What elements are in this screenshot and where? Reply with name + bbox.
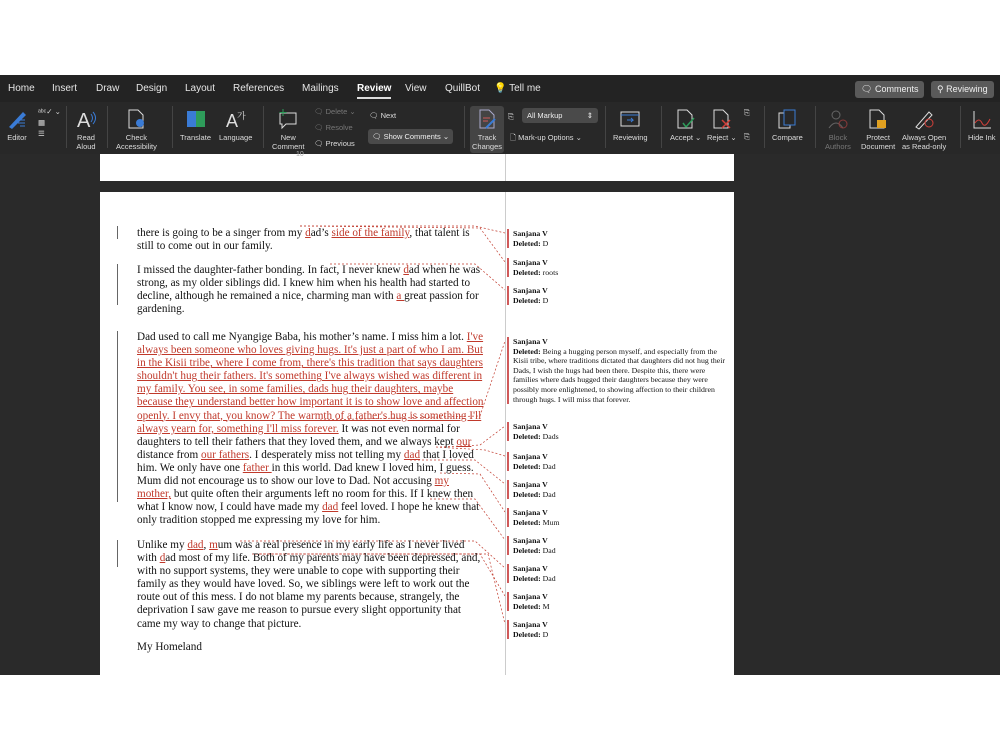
display-for-review-icon: ⎘ — [508, 112, 514, 121]
changes-label: Changes — [472, 142, 503, 151]
text-run: route out of this mess. I do not blame my parents because, strangely, the — [137, 591, 460, 604]
text-line — [137, 227, 470, 240]
balloon-label: Deleted: — [513, 629, 541, 639]
spelling-tools[interactable] — [38, 106, 61, 139]
text-run: Unlike my — [137, 539, 188, 551]
text-run: still to come out in our family. — [137, 240, 273, 253]
tracked-insertion: my family. You see, in some families, dads hug their daughters, maybe — [137, 383, 454, 396]
word-count-icon: ☰ — [38, 129, 45, 138]
text-run: , that talent is — [409, 227, 470, 239]
translate-icon — [185, 108, 207, 130]
delete-label: Delete — [325, 107, 348, 116]
accessibility-doc-icon — [125, 108, 147, 130]
tracked-insertion: always been someone who loves giving hugs. It's just a part of who I am. But — [137, 344, 483, 357]
tell-me-label: Tell me — [509, 83, 541, 94]
block-label: Block — [828, 133, 848, 142]
deletion-balloon[interactable] — [507, 620, 729, 639]
text-line — [137, 344, 484, 357]
text-run: ad most of my life. Both of my parents may have been depressed, and, — [165, 552, 481, 565]
tab-references[interactable]: References — [233, 83, 285, 94]
balloon-text: roots — [542, 267, 559, 277]
balloon-author: Sanjana V — [513, 480, 548, 489]
text-run: what I know now, I could have made my — [137, 501, 323, 514]
resolve-icon: 🗨 — [314, 123, 324, 132]
markup-select[interactable] — [522, 108, 598, 123]
reviewing-button[interactable] — [931, 81, 994, 98]
protect-label: Protect — [866, 133, 890, 142]
paragraph[interactable] — [137, 264, 480, 316]
editor-button[interactable] — [6, 108, 28, 142]
text-line — [137, 591, 480, 604]
deletion-balloon[interactable] — [507, 536, 729, 555]
text-line — [137, 331, 484, 344]
language-button[interactable] — [219, 108, 252, 142]
balloon-author: Sanjana V — [513, 564, 548, 573]
thesaurus-icon: ▦ — [38, 118, 46, 127]
text-line — [137, 423, 484, 436]
text-run: ad’s — [310, 227, 332, 239]
authors-label: Authors — [825, 142, 851, 151]
text-run: , — [203, 539, 210, 551]
track-changes-button[interactable] — [470, 106, 504, 153]
balloon-author: Sanjana V — [513, 620, 548, 629]
tracked-insertion: d — [305, 227, 311, 239]
svg-text:A: A — [225, 111, 238, 130]
balloon-author: Sanjana V — [513, 286, 548, 295]
reject-button[interactable]: Reject ⌄ — [707, 108, 737, 142]
balloon-text: Dad — [542, 489, 556, 499]
tracked-insertion: dad — [187, 539, 204, 551]
balloon-label: Deleted: — [513, 601, 541, 611]
compare-button[interactable] — [772, 108, 803, 142]
deletion-balloon[interactable] — [507, 452, 729, 471]
balloon-label: Deleted: — [513, 431, 541, 441]
text-line — [137, 290, 480, 303]
text-run: but quite often their arguments left no room for this. If I knew then — [171, 488, 474, 501]
balloon-text: D — [542, 238, 549, 248]
translate-button[interactable] — [180, 108, 211, 142]
deletion-balloon[interactable] — [507, 286, 729, 305]
balloon-label: Deleted: — [513, 295, 541, 305]
text-line — [137, 565, 480, 578]
tracked-insertion: shouldn't hug their fathers. It's something I've always wished was different in — [137, 370, 483, 383]
track-label: Track — [477, 133, 497, 142]
change-bar — [117, 540, 118, 567]
hide-ink-button[interactable] — [968, 108, 996, 142]
balloon-author: Sanjana V — [513, 592, 548, 601]
balloon-label: Deleted: — [513, 238, 541, 248]
text-line — [137, 501, 484, 514]
text-run: family as they would have loved. So, we siblings were left to work out the — [137, 578, 470, 591]
lightbulb-icon: 💡 — [494, 83, 507, 94]
balloon-label: Deleted: — [513, 489, 541, 499]
editor-pen-icon — [6, 108, 28, 130]
tab-layout[interactable]: Layout — [185, 83, 216, 94]
deletion-balloon[interactable] — [507, 422, 729, 441]
deletion-balloon[interactable] — [507, 229, 729, 248]
text-line — [137, 539, 480, 552]
balloon-text: Dad — [542, 573, 556, 583]
reviewing-pane-label: Reviewing — [613, 133, 648, 142]
text-line — [137, 514, 484, 527]
text-run: feel loved. I hope he knew that — [338, 501, 480, 514]
balloon-text: D — [542, 295, 549, 305]
editor-label: Editor — [7, 133, 27, 142]
text-run: I missed the daughter-father bonding. In fact, I never knew — [137, 264, 404, 276]
tracked-insertion: because they understand better how important it is to show love and affection — [137, 396, 484, 409]
text-run: decline, although he remained a nice, charming man with — [137, 290, 397, 303]
paragraph[interactable] — [137, 227, 470, 253]
always-open-read-only-button[interactable] — [902, 108, 946, 151]
protect-document-button[interactable] — [861, 108, 895, 151]
track-changes-icon — [476, 108, 498, 130]
new-label: New — [280, 133, 296, 142]
balloon-text: Dads — [542, 431, 559, 441]
balloon-label: Deleted: — [513, 267, 541, 277]
text-line — [137, 618, 480, 631]
markup-options-label: Mark-up Options — [518, 133, 574, 142]
language-icon — [225, 108, 247, 130]
text-run: deprivation I saw gave me reason to pursue every slight opportunity that — [137, 604, 462, 617]
change-bar — [117, 331, 118, 502]
text-line — [137, 604, 480, 617]
reviewing-label: Reviewing — [946, 84, 988, 94]
hide-ink-icon — [971, 108, 993, 130]
text-line — [137, 436, 484, 449]
svg-text:가: 가 — [236, 111, 246, 121]
tab-draw[interactable]: Draw — [96, 83, 120, 94]
reject-icon — [711, 108, 733, 130]
text-run: Mum did not encourage us to show our love to Dad. Not accusing — [137, 475, 435, 488]
previous-icon: 🗨 — [314, 139, 324, 148]
previous-change-icon[interactable]: ⎘ — [744, 108, 750, 117]
text-line — [137, 449, 484, 462]
text-line — [137, 357, 484, 370]
new-comment-button[interactable] — [272, 108, 305, 151]
tracked-insertion: our — [456, 435, 472, 448]
block-authors-button[interactable] — [825, 108, 851, 151]
tracked-insertion: father — [242, 461, 272, 474]
tab-home[interactable]: Home — [8, 83, 35, 94]
text-run: distance from — [137, 448, 201, 461]
tab-review[interactable]: Review — [357, 83, 392, 94]
change-bar — [117, 226, 118, 239]
hide-ink-label: Hide Ink — [968, 133, 996, 142]
text-run: My Homeland — [137, 641, 202, 653]
balloon-text: Dad — [542, 461, 556, 471]
text-run: in this world. Dad knew I loved him, I guess. — [271, 461, 474, 474]
balloon-label: Deleted: — [513, 346, 541, 356]
deletion-balloon[interactable] — [507, 258, 729, 277]
text-line — [137, 641, 202, 654]
markup-options-icon: 🗋 — [510, 133, 517, 142]
tab-view[interactable]: View — [405, 83, 427, 94]
balloon-author: Sanjana V — [513, 337, 548, 346]
resolve-button[interactable] — [314, 123, 353, 132]
text-line — [137, 462, 484, 475]
comments-button[interactable] — [855, 81, 924, 98]
deletion-balloon[interactable] — [507, 564, 729, 583]
read-only-pencil-icon — [913, 108, 935, 130]
text-run: It was not even normal for — [338, 422, 460, 435]
accessibility-label: Accessibility — [116, 142, 157, 151]
show-comments-button[interactable]: 🗨 Show Comments ⌄ — [368, 129, 453, 144]
accept-label: Accept — [670, 133, 693, 142]
text-run: ad when he was — [408, 264, 481, 276]
paragraph[interactable] — [137, 331, 484, 527]
text-line — [137, 396, 484, 409]
tracked-insertion: openly. I envy that, you know? The warmth of a father's hug is something I'll — [137, 409, 482, 422]
text-line — [137, 383, 484, 396]
document-label: Document — [861, 142, 896, 151]
new-comment-icon — [277, 108, 299, 130]
text-run: with no support systems, they were unable to cope with supporting their — [137, 565, 460, 578]
balloon-label: Deleted: — [513, 517, 541, 527]
paragraph[interactable] — [137, 539, 480, 631]
text-run: only tradition stopped me expressing my love for him. — [137, 514, 381, 527]
previous-page — [100, 151, 734, 181]
text-line — [137, 303, 480, 316]
text-run: gardening. — [137, 303, 185, 316]
tab-insert[interactable]: Insert — [52, 83, 78, 94]
comments-label: Comments — [874, 84, 919, 94]
tracked-insertion: my — [434, 475, 449, 488]
text-line — [137, 488, 484, 501]
delete-comment-icon: 🗨 — [314, 107, 324, 116]
text-line — [137, 240, 470, 253]
tab-design[interactable]: Design — [136, 83, 168, 94]
text-line — [137, 578, 480, 591]
text-run: with — [137, 552, 160, 565]
change-bar — [117, 264, 118, 305]
tracked-insertion: m — [209, 539, 218, 551]
page-number: 10 — [296, 151, 304, 158]
text-run: there is going to be a singer from my — [137, 227, 306, 239]
next-icon: 🗨 — [369, 111, 379, 120]
svg-text:A: A — [77, 110, 91, 130]
tab-mailings[interactable]: Mailings — [302, 83, 339, 94]
comment-icon: 🗨 — [861, 84, 873, 94]
word-window — [0, 75, 1000, 675]
text-line — [137, 410, 484, 423]
text-line — [137, 370, 484, 383]
next-comment-button[interactable] — [369, 111, 396, 120]
balloon-author: Sanjana V — [513, 508, 548, 517]
protect-lock-icon — [867, 108, 889, 130]
reject-label: Reject — [707, 133, 729, 142]
balloon-text: Being a hugging person myself, and especially from the Kisii tribe, where traditions dictated that daughters did not hug their Dads, I wish the hugs had been there. Despite this, there were families where dads hugged their daughters because they were possibly more enlightened, to showing affection to their children through hugs. I will miss that forever. — [513, 346, 725, 404]
check-accessibility-button[interactable] — [116, 108, 157, 151]
balloon-text: D — [542, 629, 549, 639]
comment-label: Comment — [272, 142, 305, 151]
delete-comment-button[interactable]: 🗨 Delete ⌄ — [314, 107, 356, 116]
tracked-insertion: d — [403, 264, 409, 276]
deletion-balloon[interactable] — [507, 480, 729, 499]
tracked-insertion: a — [396, 290, 405, 303]
reviewer-icon: ⚲ — [937, 84, 944, 94]
balloon-author: Sanjana V — [513, 422, 548, 431]
text-run: him. We only have one — [137, 461, 243, 474]
review-ribbon — [0, 102, 1000, 154]
always-open-label: Always Open — [902, 133, 947, 142]
document-page[interactable] — [100, 192, 734, 675]
read-label: Read — [77, 133, 95, 142]
tracked-insertion: I've — [466, 331, 484, 343]
text-run: great passion for — [404, 290, 479, 303]
tracked-insertion: dad — [403, 448, 421, 461]
tracked-insertion: side of the family — [331, 227, 410, 239]
read-aloud-button[interactable] — [75, 108, 97, 151]
balloon-author: Sanjana V — [513, 452, 548, 461]
text-run: that I loved — [420, 448, 474, 461]
deletion-balloon[interactable] — [507, 337, 729, 404]
text-line — [137, 475, 484, 488]
text-run: came my way to change that picture. — [137, 617, 302, 630]
deletion-balloon[interactable] — [507, 508, 729, 527]
tab-quillbot[interactable]: QuillBot — [445, 83, 481, 94]
text-line — [137, 552, 480, 565]
tracked-insertion: mother, — [137, 488, 172, 501]
text-run: strong, as my older siblings did. I knew him when his health had started to — [137, 277, 471, 290]
tracked-insertion: our fathers — [201, 448, 250, 461]
text-run: daughters to tell their fathers that they loved them, and we always kept — [137, 435, 457, 448]
previous-label: Previous — [325, 139, 355, 148]
resolve-label: Resolve — [325, 123, 353, 132]
tracked-insertion: always yearn for, something I'll miss forever. — [137, 422, 339, 435]
next-label: Next — [380, 111, 397, 120]
read-aloud-icon — [75, 108, 97, 130]
balloon-author: Sanjana V — [513, 536, 548, 545]
markup-area-divider — [505, 192, 506, 675]
spelling-icon: ᵃᵇᶜ✓ ⌄ — [38, 107, 61, 116]
read-only-label: as Read-only — [902, 142, 947, 151]
text-line — [137, 264, 480, 277]
ribbon-tabs — [0, 75, 1000, 102]
accept-button[interactable]: Accept ⌄ — [670, 108, 701, 142]
text-run: Dad used to call me Nyangige Baba, his mother’s name. I miss him a lot. — [137, 331, 467, 343]
balloon-text: Dad — [542, 545, 556, 555]
text-run: um was a real presence in my early life as I never lived — [217, 539, 465, 551]
balloon-label: Deleted: — [513, 461, 541, 471]
translate-label: Translate — [180, 133, 211, 142]
stepper-icon: ⇕ — [586, 111, 593, 120]
check-label: Check — [125, 133, 148, 142]
reviewing-pane-icon — [619, 108, 641, 130]
compare-icon — [776, 108, 798, 130]
paragraph[interactable] — [137, 641, 202, 654]
language-label: Language — [219, 133, 253, 142]
deletion-balloon[interactable] — [507, 592, 729, 611]
tracked-insertion: d — [159, 552, 166, 565]
tracked-insertion: dad — [322, 501, 339, 514]
show-comments-label: Show Comments — [383, 132, 441, 141]
text-line — [137, 277, 480, 290]
previous-comment-button[interactable] — [314, 139, 355, 148]
reviewing-pane-button[interactable] — [613, 108, 648, 142]
markup-options-button[interactable]: 🗋 Mark-up Options ⌄ — [510, 133, 582, 142]
tracked-insertion: in the Kisii tribe, where I come from, there's this tradition that says daughters — [137, 357, 483, 370]
balloon-author: Sanjana V — [513, 258, 548, 267]
balloon-text: Mum — [542, 517, 560, 527]
accept-icon — [675, 108, 697, 130]
block-authors-icon — [827, 108, 849, 130]
balloon-label: Deleted: — [513, 545, 541, 555]
markup-select-value: All Markup — [527, 111, 563, 120]
balloon-author: Sanjana V — [513, 229, 548, 238]
tell-me[interactable] — [494, 83, 541, 94]
aloud-label: Aloud — [76, 142, 96, 151]
compare-label: Compare — [772, 133, 803, 142]
text-run: . I desperately miss not telling my — [249, 448, 404, 461]
balloon-text: M — [542, 601, 550, 611]
balloon-label: Deleted: — [513, 573, 541, 583]
show-comments-icon: 🗨 — [372, 132, 382, 141]
next-change-icon[interactable]: ⎘ — [744, 132, 750, 141]
